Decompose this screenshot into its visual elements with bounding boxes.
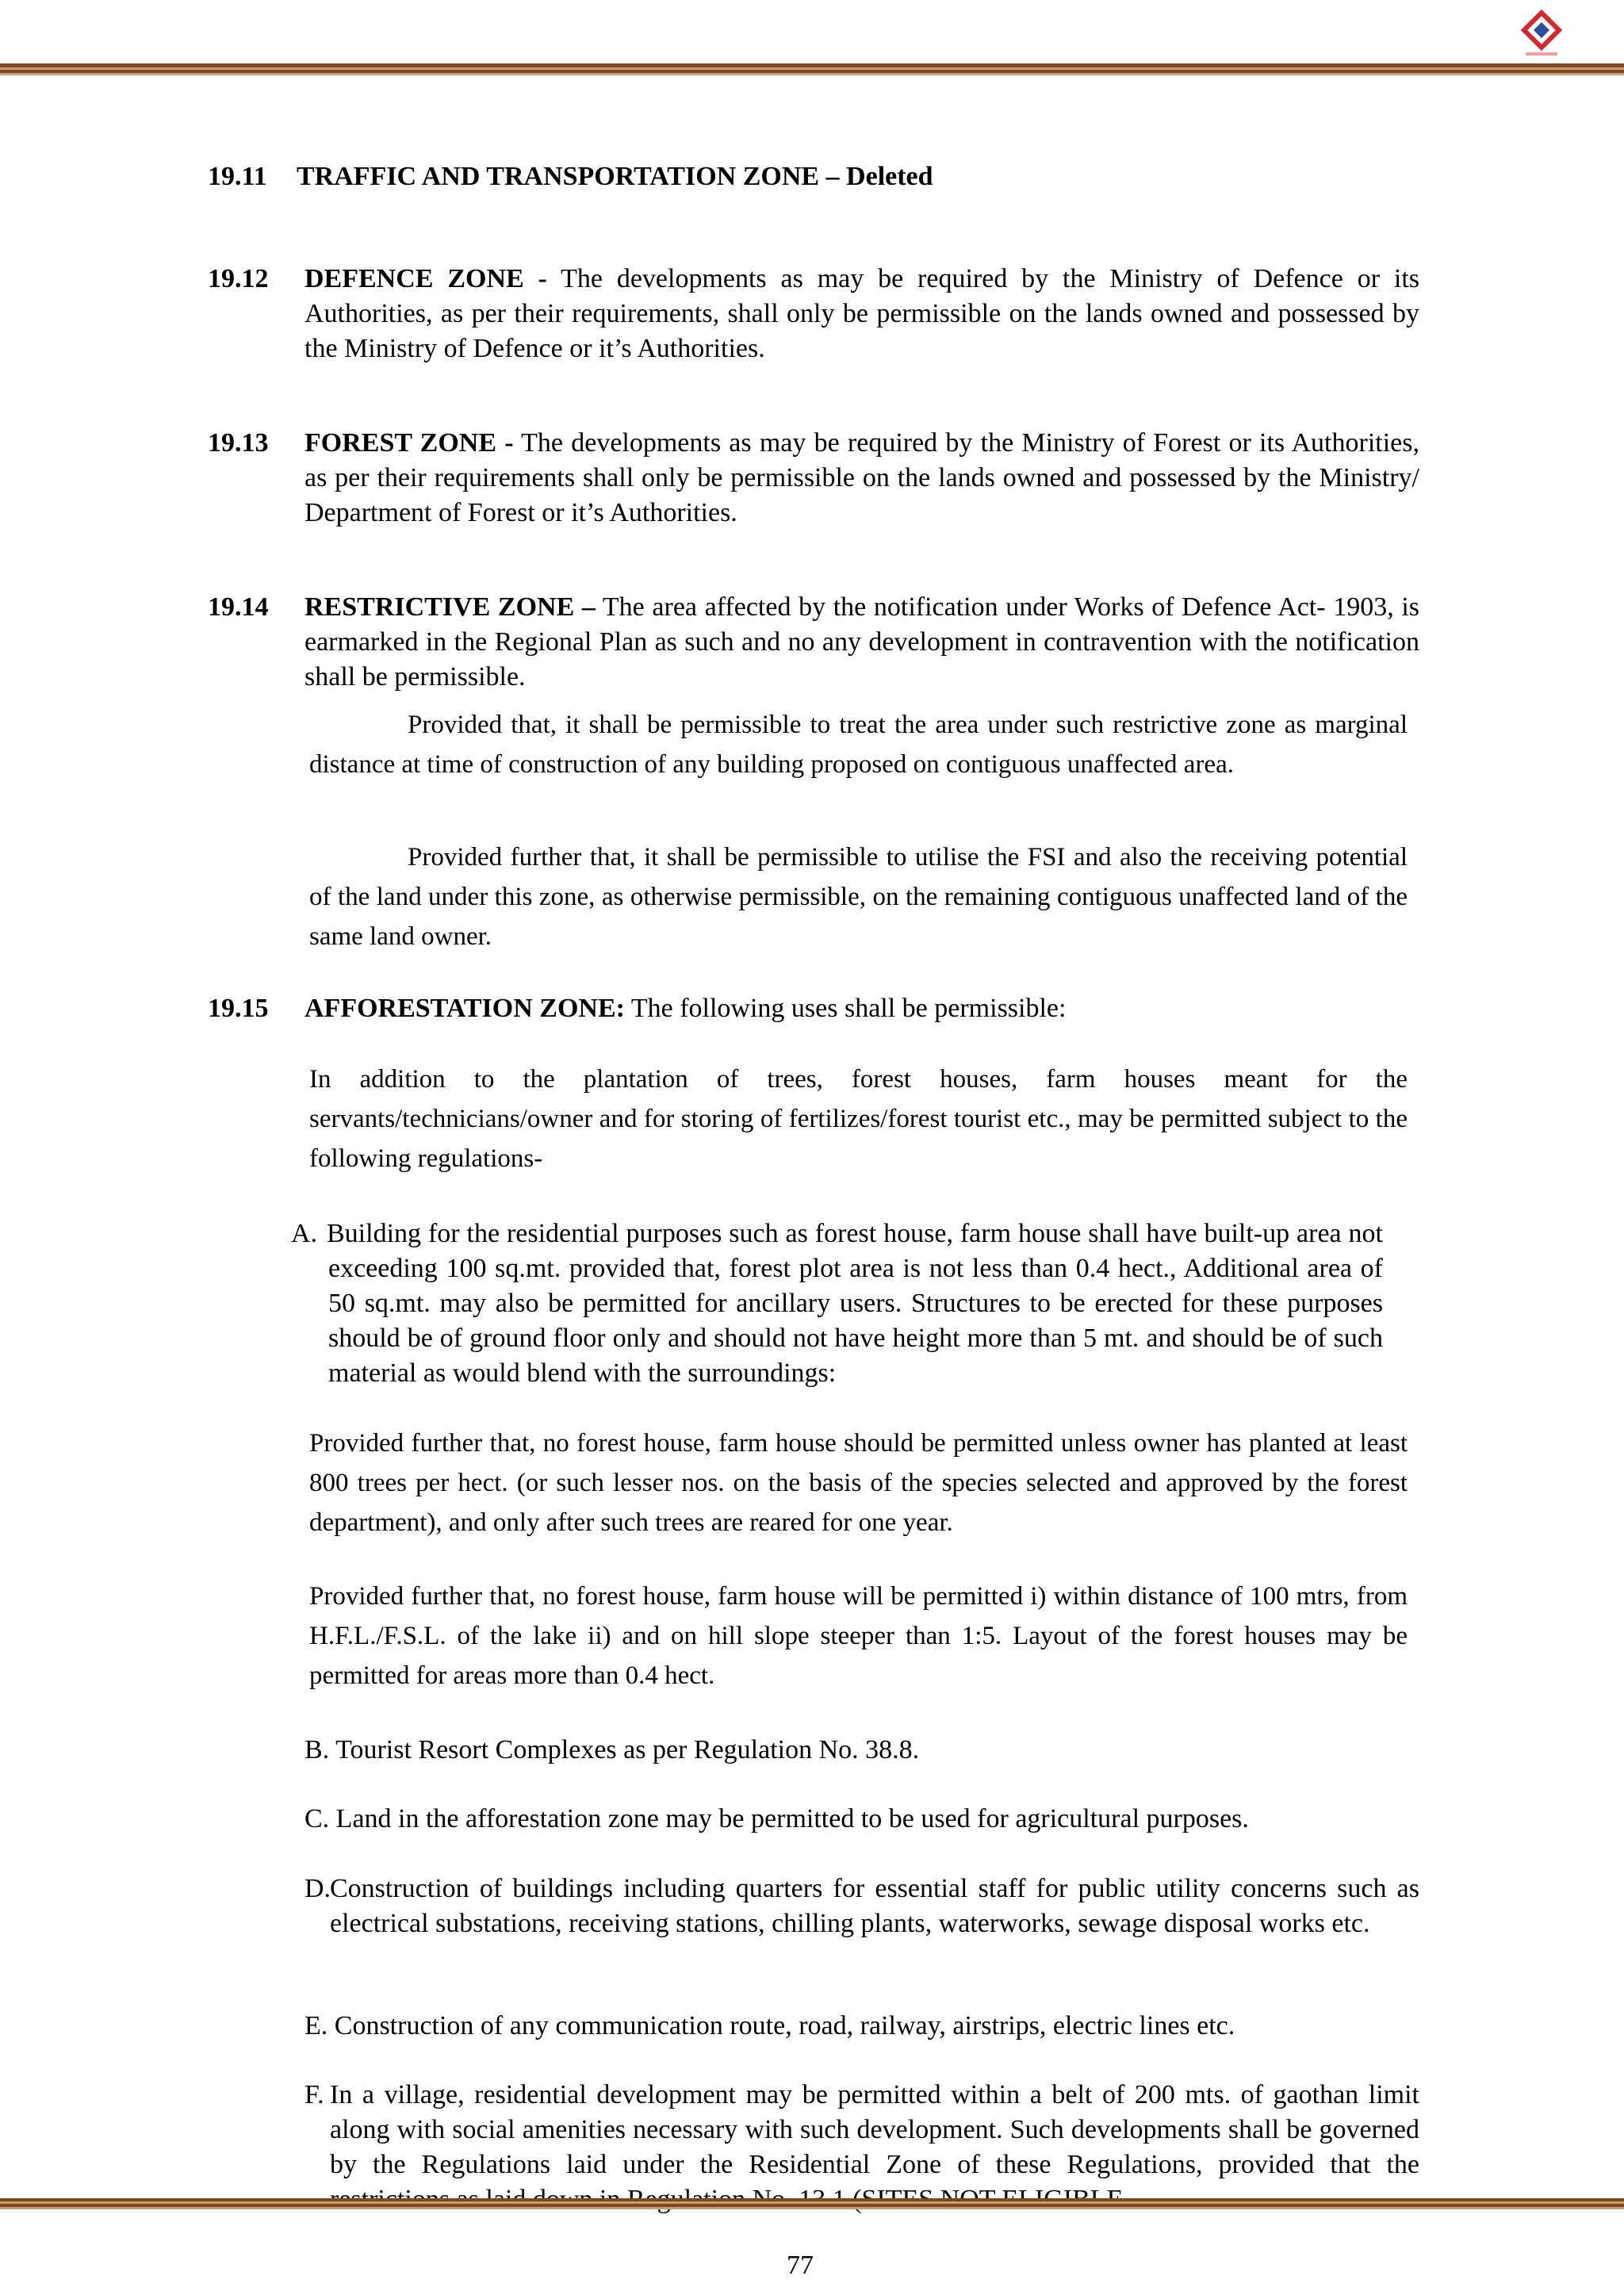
item-a-label: A.	[291, 1219, 318, 1248]
section-19-14-text: The area affected by the notification under Works of Defence Act- 1903, is earmarked in the Regional Plan as such and no any development in contravention with the notification shall be permissible.	[304, 592, 1419, 692]
page-number: 77	[787, 2251, 814, 2280]
section-19-13-title: FOREST ZONE -	[304, 428, 514, 458]
section-19-15-text: The following uses shall be permissible:	[624, 994, 1067, 1023]
header-rule	[0, 63, 1624, 78]
section-19-14-title: RESTRICTIVE ZONE –	[304, 592, 596, 622]
section-19-15-heading	[304, 991, 1419, 1026]
section-19-14-proviso-2: Provided further that, it shall be permissible to utilise the FSI and also the receiving potential of the land under this zone, as otherwise permissible, on the remaining contiguous unaffected land of the same land owner.	[309, 843, 1408, 951]
section-19-14-paragraph	[304, 590, 1419, 695]
section-19-14-number: 19.14	[208, 592, 269, 622]
section-19-13-paragraph	[304, 426, 1419, 531]
section-19-11-title: TRAFFIC AND TRANSPORTATION ZONE – Deleted	[297, 162, 933, 191]
item-c: C. Land in the afforestation zone may be permitted to be used for agricultural purposes.	[304, 1804, 1249, 1833]
section-19-12-text: The developments as may be required by the Ministry of Defence or its Authorities, as per their requirements, shall only be permissible on the lands owned and possessed by the Ministry of Defence or it’s Authorities.	[304, 264, 1419, 363]
section-19-12-title: DEFENCE ZONE -	[304, 264, 547, 293]
section-19-12-number: 19.12	[208, 264, 269, 293]
section-19-14-proviso-1: Provided that, it shall be permissible to treat the area under such restrictive zone as marginal distance at time of construction of any building proposed on contiguous unaffected area.	[309, 711, 1408, 779]
item-f-label: F.	[304, 2080, 324, 2109]
item-e: E. Construction of any communication route, road, railway, airstrips, electric lines etc.	[304, 2011, 1235, 2040]
item-d-text	[330, 1872, 1419, 1941]
section-19-15-number: 19.15	[208, 994, 269, 1023]
item-d-label: D.	[304, 1874, 331, 1903]
section-19-12-paragraph	[304, 262, 1419, 366]
item-d-body: Construction of buildings including quarters for essential staff for public utility concerns such as electrical substations, receiving stations, chilling plants, waterworks, sewage disposal works etc.	[330, 1874, 1419, 1938]
item-f-clip	[330, 2078, 1419, 2217]
footer-rule	[0, 2198, 1624, 2213]
afforestation-proviso-1: Provided further that, no forest house, farm house should be permitted unless owner has planted at least 800 trees per hect. (or such lesser nos. on the basis of the species selected and approved by the forest department), and only after such trees are reared for one year.	[309, 1429, 1408, 1537]
section-19-15-title: AFFORESTATION ZONE:	[304, 994, 625, 1023]
section-19-13-text: The developments as may be required by the Ministry of Forest or its Authorities, as per their requirements shall only be permissible on the lands owned and possessed by the Ministry/ Department of Forest or it’s Authorities.	[304, 428, 1419, 527]
bhaskar-logo-icon	[1519, 10, 1564, 60]
afforestation-proviso-2: Provided further that, no forest house, farm house will be permitted i) within distance of 100 mtrs, from H.F.L./F.S.L. of the lake ii) and on hill slope steeper than 1:5. Layout of the forest houses may be permitted for areas more than 0.4 hect.	[309, 1582, 1408, 1690]
item-a-text: Building for the residential purposes such as forest house, farm house shall have built-up area not exceeding 100 sq.mt. provided that, forest plot area is not less than 0.4 hect., Additional area of 50 sq.mt. may also be permitted for ancillary users. Structures to be erected for these purposes should be of ground floor only and should not have height more than 5 mt. and should be of such material as would blend with the surroundings:	[327, 1219, 1383, 1388]
item-f-text: In a village, residential development may be permitted within a belt of 200 mts. of gaothan limit along with social amenities necessary with such development. Such developments shall be governed by the Regulations laid under the Residential Zone of these Regulations, provided that the	[330, 2080, 1419, 2179]
section-19-13-number: 19.13	[208, 428, 269, 458]
section-19-11-number: 19.11	[208, 162, 267, 191]
afforestation-intro: In addition to the plantation of trees, forest houses, farm houses meant for the servants/technicians/owner and for storing of fertilizes/forest tourist etc., may be permitted subject to the following regulations-	[309, 1065, 1408, 1173]
item-b: B. Tourist Resort Complexes as per Regulation No. 38.8.	[304, 1735, 920, 1764]
